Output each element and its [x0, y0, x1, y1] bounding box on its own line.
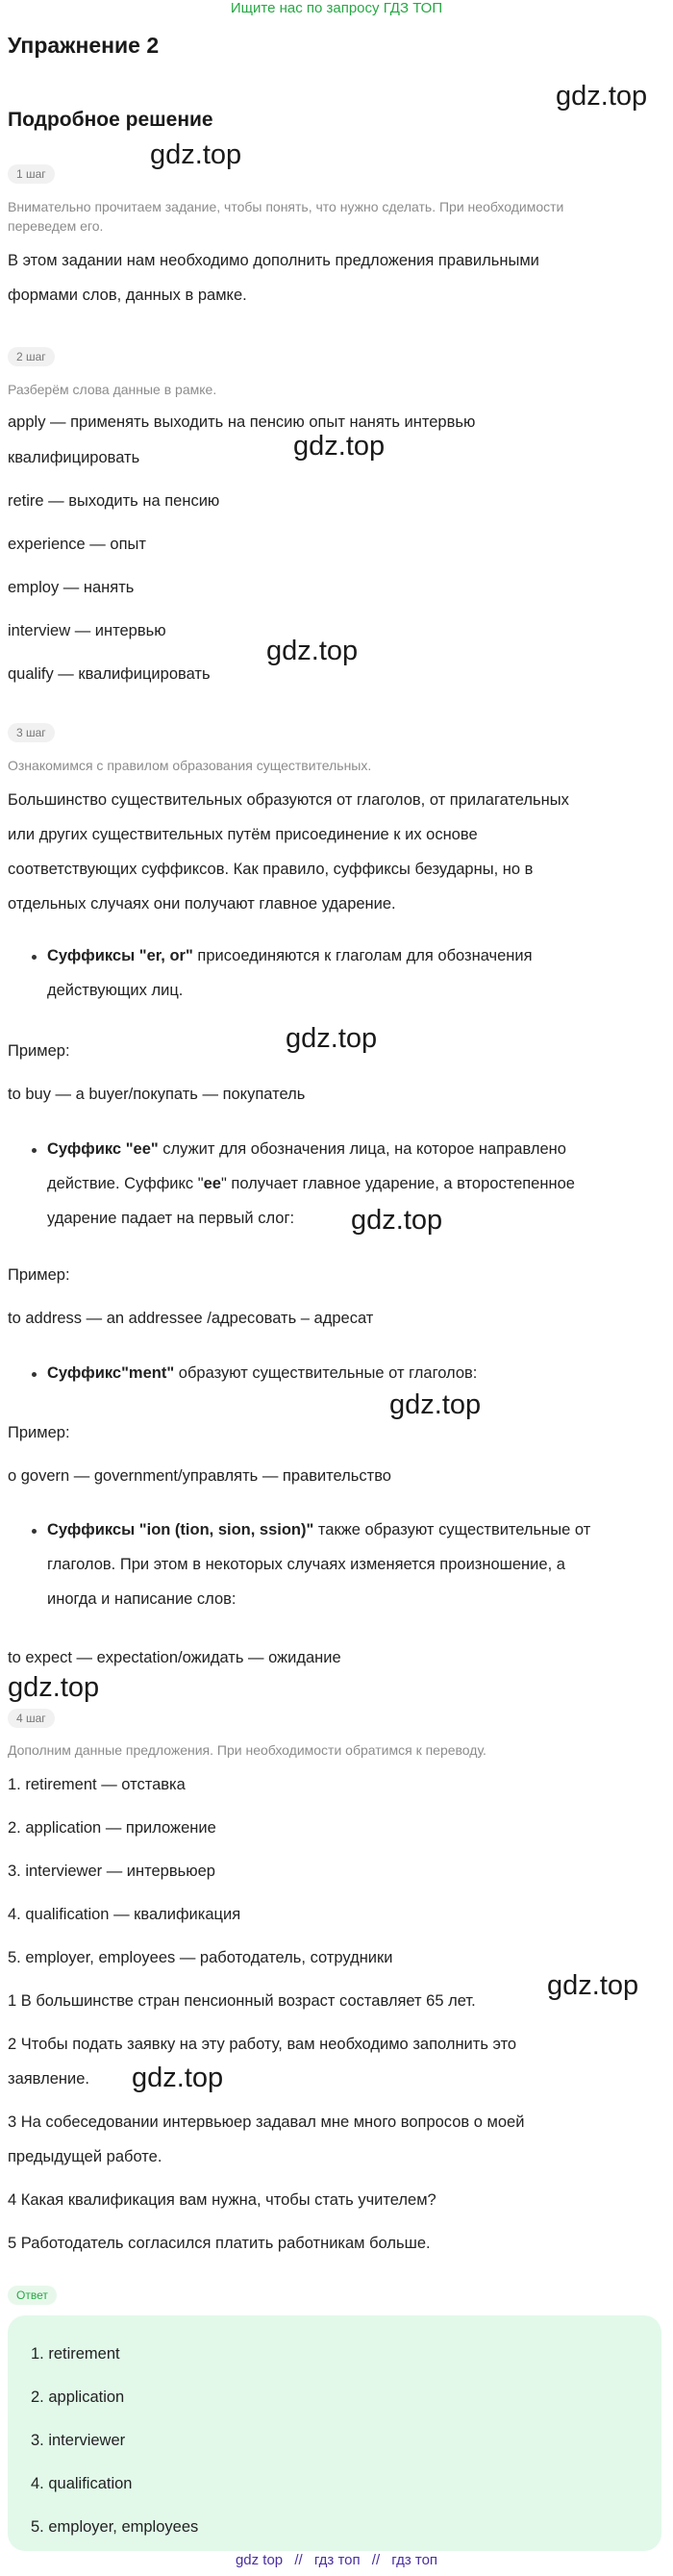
footer-separator: //: [371, 2552, 381, 2568]
rule-line: действующих лиц.: [47, 982, 184, 999]
watermark: gdz.top: [556, 81, 648, 112]
watermark: gdz.top: [293, 431, 386, 462]
translation-line: 1 В большинстве стран пенсионный возраст составляет 65 лет.: [8, 1992, 476, 2010]
watermark: gdz.top: [150, 139, 242, 170]
example-line: to expect — expectation/ожидать — ожидание: [8, 1649, 341, 1666]
translation-line: 5 Работодатель согласился платить работникам больше.: [8, 2235, 431, 2252]
answer-item: 3. interviewer: [31, 2432, 126, 2449]
rule-text: " получает главное ударение, а второстепенное: [220, 1175, 575, 1192]
example-line: to buy — a buyer/покупать — покупатель: [8, 1086, 306, 1103]
list-item: 2. application — приложение: [8, 1819, 216, 1837]
rule-line: [47, 1166, 575, 1201]
example-label: Пример:: [8, 1424, 70, 1441]
translation-line: 3 На собеседовании интервьюер задавал мне много вопросов о моей: [8, 2113, 525, 2131]
watermark: gdz.top: [389, 1389, 482, 1420]
rule-suffix: Суффикс"ment": [47, 1364, 175, 1382]
answer-badge: Ответ: [8, 2286, 57, 2305]
footer-links: [0, 2552, 673, 2568]
paragraph-line: отдельных случаях они получают главное ударение.: [8, 895, 396, 913]
example-line: to address — an addressee /адресовать – адресат: [8, 1310, 374, 1327]
bullet-dot: [32, 1148, 37, 1153]
word-line: retire — выходить на пенсию: [8, 492, 220, 510]
word-line: employ — нанять: [8, 579, 135, 596]
step-note: переведем его.: [8, 218, 104, 234]
step-badge: 1 шаг: [8, 164, 55, 184]
rule-text: присоединяются к глаголам для обозначения: [192, 947, 533, 964]
footer-separator: //: [294, 2552, 303, 2568]
list-item: 3. interviewer — интервьюер: [8, 1863, 215, 1880]
rule-line: [47, 1132, 566, 1166]
rule-line: ударение падает на первый слог:: [47, 1210, 295, 1227]
rule-line: [47, 1356, 477, 1390]
rule-text: также образуют существительные от: [313, 1521, 591, 1538]
paragraph-line: Большинство существительных образуются от глаголов, от прилагательных: [8, 791, 569, 809]
paragraph-line: или других существительных путём присоединение к их основе: [8, 826, 478, 843]
watermark: gdz.top: [266, 636, 359, 666]
rule-suffix: Суффиксы "er, or": [47, 947, 193, 964]
answer-item: 5. employer, employees: [31, 2518, 199, 2536]
bullet-dot: [32, 955, 37, 960]
rule-suffix: ee: [203, 1175, 221, 1192]
rule-text: действие. Суффикс ": [47, 1175, 204, 1192]
word-line: квалифицировать: [8, 449, 140, 466]
step-badge: 4 шаг: [8, 1709, 55, 1728]
page-title: Упражнение 2: [8, 33, 160, 58]
rule-suffix: Суффиксы "ion (tion, sion, ssion)": [47, 1521, 314, 1538]
answer-item: 4. qualification: [31, 2475, 133, 2492]
bullet-dot: [32, 1372, 37, 1377]
rule-suffix: Суффикс "ee": [47, 1140, 159, 1158]
translation-line: предыдущей работе.: [8, 2148, 162, 2165]
section-title: Подробное решение: [8, 109, 213, 131]
footer-link[interactable]: гдз топ: [313, 2552, 361, 2568]
answer-item: 2. application: [31, 2388, 125, 2406]
translation-line: заявление.: [8, 2070, 89, 2088]
paragraph-line: В этом задании нам необходимо дополнить предложения правильными: [8, 252, 539, 269]
watermark: gdz.top: [547, 1970, 639, 2001]
answer-item: 1. retirement: [31, 2345, 120, 2363]
watermark: gdz.top: [286, 1023, 378, 1054]
bullet-dot: [32, 1529, 37, 1534]
list-item: 4. qualification — квалификация: [8, 1906, 241, 1923]
example-line: o govern — government/управлять — правительство: [8, 1467, 391, 1485]
rule-line: глаголов. При этом в некоторых случаях изменяется произношение, а: [47, 1556, 565, 1573]
rule-text: образуют существительные от глаголов:: [174, 1364, 478, 1382]
step-badge: 2 шаг: [8, 347, 55, 366]
rule-text: служит для обозначения лица, на которое направлено: [158, 1140, 566, 1158]
rule-line: иногда и написание слов:: [47, 1590, 237, 1608]
step-note: Дополним данные предложения. При необходимости обратимся к переводу.: [8, 1742, 486, 1758]
word-line: interview — интервью: [8, 622, 166, 639]
rule-line: [47, 938, 533, 973]
watermark: gdz.top: [351, 1205, 443, 1236]
word-line: apply — применять выходить на пенсию опыт нанять интервью: [8, 413, 476, 431]
rule-line: [47, 1513, 590, 1547]
list-item: 5. employer, employees — работодатель, сотрудники: [8, 1949, 393, 1966]
watermark: gdz.top: [8, 1672, 100, 1703]
step-badge: 3 шаг: [8, 723, 55, 742]
word-line: experience — опыт: [8, 536, 146, 553]
step-note: Внимательно прочитаем задание, чтобы понять, что нужно сделать. При необходимости: [8, 199, 564, 214]
word-line: qualify — квалифицировать: [8, 665, 211, 683]
list-item: 1. retirement — отставка: [8, 1776, 186, 1793]
translation-line: 4 Какая квалификация вам нужна, чтобы стать учителем?: [8, 2191, 436, 2209]
step-note: Разберём слова данные в рамке.: [8, 382, 217, 397]
watermark: gdz.top: [132, 2063, 224, 2093]
example-label: Пример:: [8, 1266, 70, 1284]
paragraph-line: формами слов, данных в рамке.: [8, 287, 247, 304]
search-banner: Ищите нас по запросу ГДЗ ТОП: [230, 0, 443, 16]
step-note: Ознакомимся с правилом образования существительных.: [8, 758, 372, 773]
example-label: Пример:: [8, 1042, 70, 1060]
translation-line: 2 Чтобы подать заявку на эту работу, вам необходимо заполнить это: [8, 2036, 517, 2053]
footer-link[interactable]: gdz top: [235, 2552, 284, 2568]
footer-link[interactable]: гдз топ: [391, 2552, 438, 2568]
paragraph-line: соответствующих суффиксов. Как правило, суффиксы безударны, но в: [8, 861, 534, 878]
